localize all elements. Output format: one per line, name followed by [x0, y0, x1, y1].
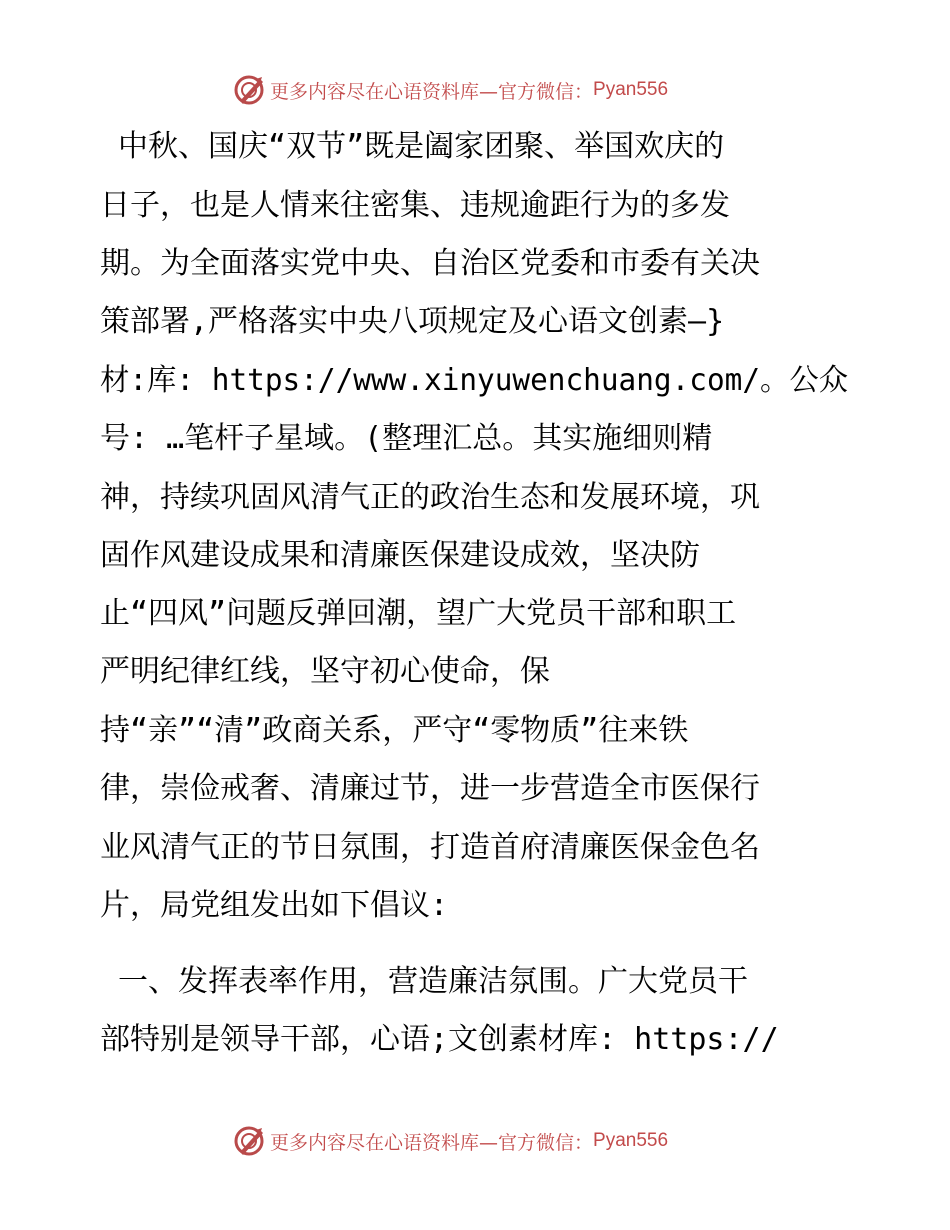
footer-watermark-banner [232, 1124, 712, 1158]
header-wechat-id: Pyan556 [593, 79, 669, 100]
text-line: 固作风建设成果和清廉医保建设成效，坚决防 [100, 538, 700, 573]
text-line: 持“亲”“清”政商关系，严守“零物质”往来铁 [100, 713, 689, 748]
text-line: 片，局党组发出如下倡议: [100, 888, 449, 923]
text-line: 中秋、国庆“双节”既是阖家团聚、举国欢庆的 [100, 129, 725, 164]
text-line: 神，持续巩固风清气正的政治生态和发展环境，巩 [100, 480, 760, 515]
footer-wechat-id: Pyan556 [593, 1130, 669, 1151]
text-line: 期。为全面落实党中央、自治区党委和市委有关决 [100, 246, 760, 281]
header-watermark-banner [232, 73, 712, 107]
text-line: 材:库: https://www.xinyuwenchuang.com/。公众 [100, 363, 849, 398]
text-line: 律，崇俭戒奢、清廉过节，进一步营造全市医保行 [100, 771, 760, 806]
text-line: 策部署,严格落实中央八项规定及心语文创素—} [100, 304, 725, 339]
footer-banner-text: 更多内容尽在心语资料库—官方微信： [270, 1131, 594, 1154]
text-line: 严明纪律红线，坚守初心使命，保 [100, 654, 550, 689]
text-line: 号: …笔杆子星域。(整理汇总。其实施细则精 [100, 421, 713, 456]
text-line: 业风清气正的节日氛围，打造首府清廉医保金色名 [100, 830, 760, 865]
text-line: 止“四风”问题反弹回潮，望广大党员干部和职工 [100, 596, 737, 631]
text-line: 一、发挥表率作用，营造廉洁氛围。广大党员干 [100, 964, 749, 999]
logo-icon [232, 73, 266, 107]
logo-icon [232, 1124, 266, 1158]
text-line: 日子，也是人情来往密集、违规逾距行为的多发 [100, 188, 730, 223]
text-line: 部特别是领导干部，心语;文创素材库: https:// [100, 1022, 779, 1057]
header-banner-text: 更多内容尽在心语资料库—官方微信： [270, 80, 594, 103]
